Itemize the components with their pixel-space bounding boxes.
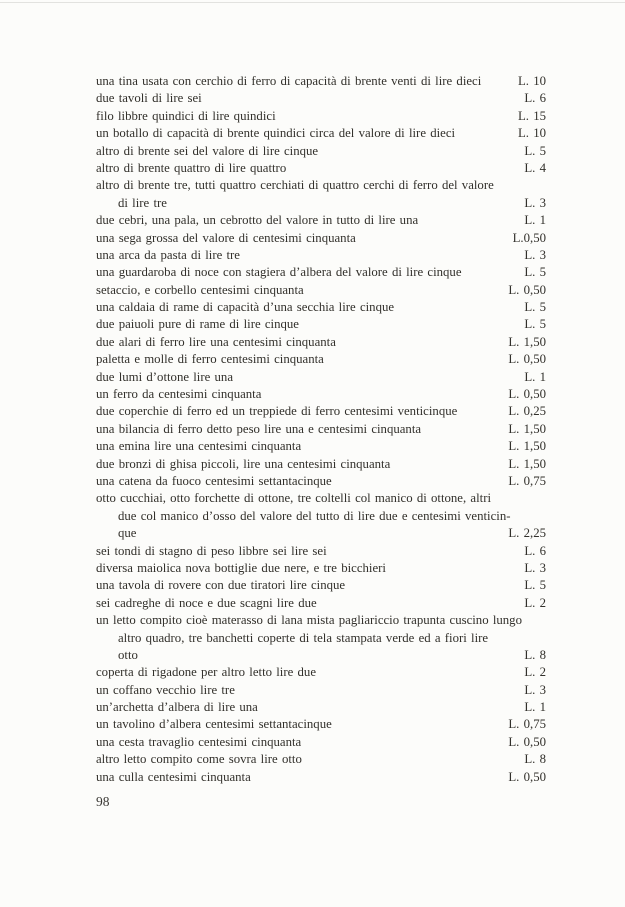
inventory-line [96,438,546,455]
inventory-line [96,143,546,160]
line-text: due col manico d’osso del valore del tutto di lire due e centesimi venticin- [118,508,511,523]
inventory-line [96,177,546,194]
inventory-line [96,73,546,90]
line-value: L. 2 [518,595,546,612]
line-text: altro di brente tre, tutti quattro cerchiati di quattro cerchi di ferro del valore [96,178,494,193]
line-value: L. 1 [518,699,546,716]
line-value: L. 5 [518,577,546,594]
line-value: L. 0,50 [502,734,546,751]
line-text: un letto compito cioè materasso di lana mista pagliariccio trapunta cuscino lungo [96,613,522,628]
line-value: L. 1,50 [502,456,546,473]
line-text: diversa maiolica nova bottiglie due nere, e tre bicchieri [96,560,386,575]
line-text: una culla centesimi cinquanta [96,769,251,784]
inventory-line [96,577,546,594]
line-text: una tavola di rovere con due tiratori lire cinque [96,578,346,593]
line-value: L. 1 [518,212,546,229]
line-value: L. 1,50 [502,421,546,438]
inventory-line [96,247,546,264]
inventory-line [96,282,546,299]
line-value: L. 3 [518,247,546,264]
inventory-line [96,421,546,438]
line-value: L. 10 [512,73,546,90]
inventory-line [96,316,546,333]
inventory-line [96,560,546,577]
line-value: L. 1,50 [502,334,546,351]
inventory-line [96,108,546,125]
line-value: L. 1 [518,369,546,386]
line-text: un botallo di capacità di brente quindici circa del valore di lire dieci [96,126,456,141]
line-value: L. 3 [518,195,546,212]
line-value: L. 5 [518,316,546,333]
inventory-line [96,699,546,716]
inventory-line [96,90,546,107]
line-text: un’archetta d’albera di lire una [96,700,258,715]
line-text: altro di brente sei del valore di lire cinque [96,143,319,158]
inventory-line [96,508,546,525]
line-text: un tavolino d’albera centesimi settantacinque [96,717,332,732]
inventory-list [96,73,546,786]
line-value: L. 3 [518,682,546,699]
line-text: altro quadro, tre banchetti coperte di tela stampata verde ed a fiori lire [118,630,489,645]
inventory-line [96,734,546,751]
inventory-line [96,769,546,786]
inventory-line [96,456,546,473]
line-text: un ferro da centesimi cinquanta [96,387,262,402]
line-text: sei cadreghe di noce e due scagni lire due [96,595,317,610]
inventory-line [96,351,546,368]
inventory-line [96,212,546,229]
inventory-line [96,543,546,560]
line-value: L. 8 [518,751,546,768]
line-text: due alari di ferro lire una centesimi cinquanta [96,334,336,349]
line-value: L. 5 [518,143,546,160]
inventory-line [96,525,546,542]
line-value: L. 8 [518,647,546,664]
line-value: L. 2 [518,664,546,681]
line-value: L. 2,25 [502,525,546,542]
line-text: una cesta travaglio centesimi cinquanta [96,734,302,749]
line-value: L. 6 [518,90,546,107]
line-text: una caldaia di rame di capacità d’una secchia lire cinque [96,300,395,315]
inventory-line [96,386,546,403]
line-text: otto cucchiai, otto forchette di ottone, tre coltelli col manico di ottone, altri [96,491,492,506]
line-text: setaccio, e corbello centesimi cinquanta [96,282,304,297]
inventory-line [96,160,546,177]
line-text: paletta e molle di ferro centesimi cinquanta [96,352,324,367]
line-value: L. 0,50 [502,351,546,368]
inventory-line [96,664,546,681]
line-value: L. 1,50 [502,438,546,455]
line-text: un coffano vecchio lire tre [96,682,235,697]
inventory-line [96,490,546,507]
line-value: L. 4 [518,160,546,177]
inventory-line [96,264,546,281]
line-value: L. 3 [518,560,546,577]
line-text: que [118,526,137,541]
inventory-line [96,334,546,351]
line-text: otto [118,647,138,662]
inventory-line [96,403,546,420]
line-value: L. 0,50 [502,282,546,299]
inventory-line [96,299,546,316]
inventory-line [96,230,546,247]
line-text: coperta di rigadone per altro letto lire due [96,665,317,680]
inventory-line [96,716,546,733]
line-value: L. 0,50 [502,386,546,403]
line-value: L. 0,75 [502,473,546,490]
inventory-line [96,612,546,629]
line-text: due tavoli di lire sei [96,91,202,106]
line-text: due cebri, una pala, un cebrotto del valore in tutto di lire una [96,213,419,228]
line-value: L. 0,50 [502,769,546,786]
inventory-line [96,195,546,212]
inventory-line [96,682,546,699]
line-text: una sega grossa del valore di centesimi cinquanta [96,230,356,245]
line-value: L. 6 [518,543,546,560]
line-text: una guardaroba di noce con stagiera d’albera del valore di lire cinque [96,265,462,280]
line-text: una emina lire una centesimi cinquanta [96,439,302,454]
line-text: due paiuoli pure di rame di lire cinque [96,317,299,332]
line-text: due bronzi di ghisa piccoli, lire una centesimi cinquanta [96,456,391,471]
line-text: altro letto compito come sovra lire otto [96,752,302,767]
inventory-line [96,630,546,647]
line-value: L. 10 [512,125,546,142]
line-value: L. 0,75 [502,716,546,733]
line-text: altro di brente quattro di lire quattro [96,160,287,175]
inventory-line [96,595,546,612]
inventory-line [96,369,546,386]
line-value: L.0,50 [507,230,546,247]
inventory-line [96,125,546,142]
page-number: 98 [96,794,110,809]
line-text: sei tondi di stagno di peso libbre sei lire sei [96,543,327,558]
inventory-line [96,647,546,664]
line-value: L. 15 [512,108,546,125]
line-text: una arca da pasta di lire tre [96,247,240,262]
line-value: L. 0,25 [502,403,546,420]
inventory-line [96,473,546,490]
line-value: L. 5 [518,264,546,281]
line-text: due lumi d’ottone lire una [96,369,234,384]
line-text: di lire tre [118,195,167,210]
inventory-line [96,751,546,768]
line-value: L. 5 [518,299,546,316]
line-text: filo libbre quindici di lire quindici [96,108,276,123]
line-text: due coperchie di ferro ed un treppiede di ferro centesimi venticinque [96,404,458,419]
line-text: una tina usata con cerchio di ferro di capacità di brente venti di lire dieci [96,74,482,88]
line-text: una bilancia di ferro detto peso lire una e centesimi cinquanta [96,421,422,436]
line-text: una catena da fuoco centesimi settantacinque [96,473,332,488]
